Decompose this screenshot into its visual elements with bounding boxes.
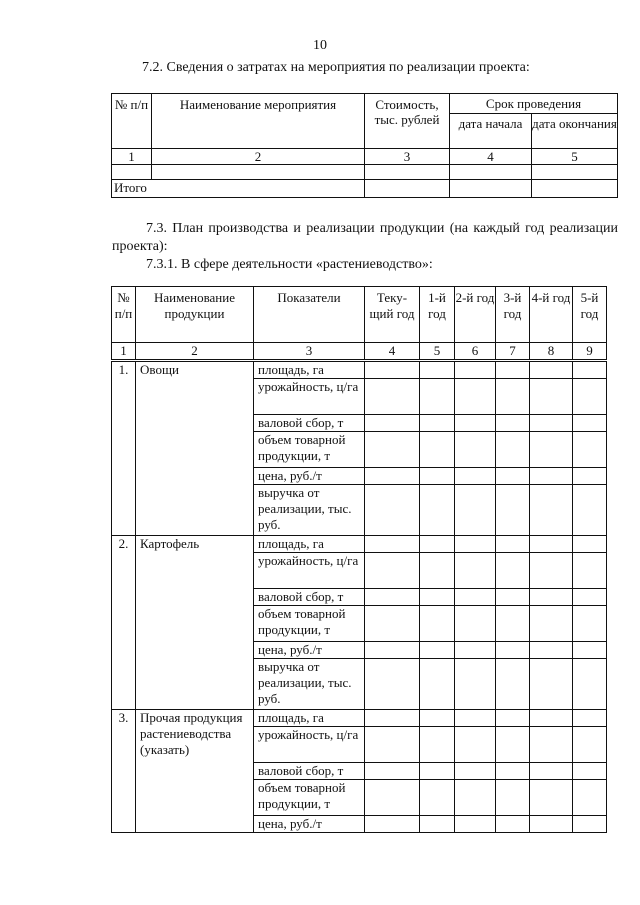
value-cell (420, 763, 455, 780)
value-cell (573, 727, 607, 763)
value-cell (496, 553, 530, 589)
col-number: 4 (365, 343, 420, 361)
indicator-label: площадь, га (254, 710, 365, 727)
value-cell (420, 361, 455, 379)
col-number: 7 (496, 343, 530, 361)
value-cell (420, 816, 455, 833)
value-cell (365, 468, 420, 485)
value-cell (420, 553, 455, 589)
value-cell (455, 361, 496, 379)
value-cell (420, 642, 455, 659)
value-cell (573, 606, 607, 642)
value-cell (420, 589, 455, 606)
value-cell (530, 361, 573, 379)
value-cell (530, 606, 573, 642)
table-cell (152, 165, 365, 180)
value-cell (530, 642, 573, 659)
indicator-label: площадь, га (254, 361, 365, 379)
col-number: 1 (112, 343, 136, 361)
value-cell (420, 727, 455, 763)
value-cell (530, 763, 573, 780)
table-cell (450, 165, 532, 180)
col-header-current-year: Теку-щий год (365, 287, 420, 343)
col-number: 8 (530, 343, 573, 361)
value-cell (420, 379, 455, 415)
col-header-end-date: дата окончания (532, 114, 618, 149)
value-cell (365, 727, 420, 763)
indicator-label: урожайность, ц/га (254, 379, 365, 415)
col-number: 5 (532, 149, 618, 165)
indicator-label: объем товарной продукции, т (254, 606, 365, 642)
value-cell (496, 361, 530, 379)
value-cell (573, 816, 607, 833)
col-header-year-2: 2-й год (455, 287, 496, 343)
value-cell (496, 816, 530, 833)
value-cell (496, 710, 530, 727)
indicator-label: выручка от реализации, тыс. руб. (254, 485, 365, 536)
value-cell (455, 606, 496, 642)
product-name: Прочая продукция растениеводства (указать) (136, 710, 254, 833)
value-cell (365, 536, 420, 553)
value-cell (573, 642, 607, 659)
table-cell (450, 180, 532, 198)
product-number: 2. (112, 536, 136, 710)
value-cell (496, 780, 530, 816)
product-number: 3. (112, 710, 136, 833)
value-cell (496, 536, 530, 553)
value-cell (365, 710, 420, 727)
value-cell (496, 468, 530, 485)
value-cell (455, 432, 496, 468)
col-number: 2 (152, 149, 365, 165)
value-cell (573, 710, 607, 727)
value-cell (420, 606, 455, 642)
table-cell (112, 165, 152, 180)
value-cell (530, 468, 573, 485)
product-number: 1. (112, 361, 136, 536)
value-cell (530, 816, 573, 833)
value-cell (455, 780, 496, 816)
value-cell (420, 415, 455, 432)
indicator-label: урожайность, ц/га (254, 727, 365, 763)
value-cell (365, 415, 420, 432)
costs-table (111, 93, 618, 198)
col-header-start-date: дата начала (450, 114, 532, 149)
value-cell (530, 780, 573, 816)
table-row (112, 536, 607, 553)
value-cell (573, 763, 607, 780)
value-cell (420, 468, 455, 485)
indicator-label: валовой сбор, т (254, 589, 365, 606)
col-header-no: № п/п (112, 94, 152, 149)
col-header-product: Наименование продукции (136, 287, 254, 343)
value-cell (496, 642, 530, 659)
indicator-label: урожайность, ц/га (254, 553, 365, 589)
value-cell (455, 816, 496, 833)
value-cell (573, 536, 607, 553)
indicator-label: объем товарной продукции, т (254, 780, 365, 816)
value-cell (420, 659, 455, 710)
value-cell (530, 659, 573, 710)
value-cell (455, 710, 496, 727)
value-cell (573, 553, 607, 589)
production-table (111, 286, 607, 833)
value-cell (530, 589, 573, 606)
col-number: 4 (450, 149, 532, 165)
table-cell (365, 165, 450, 180)
value-cell (420, 432, 455, 468)
value-cell (420, 780, 455, 816)
col-header-no: № п/п (112, 287, 136, 343)
value-cell (455, 415, 496, 432)
value-cell (573, 589, 607, 606)
col-number: 1 (112, 149, 152, 165)
col-header-year-4: 4-й год (530, 287, 573, 343)
table-row (112, 361, 607, 379)
value-cell (573, 432, 607, 468)
indicator-label: цена, руб./т (254, 468, 365, 485)
value-cell (496, 432, 530, 468)
value-cell (573, 659, 607, 710)
value-cell (365, 606, 420, 642)
value-cell (496, 589, 530, 606)
value-cell (365, 361, 420, 379)
value-cell (455, 642, 496, 659)
value-cell (530, 379, 573, 415)
value-cell (365, 763, 420, 780)
indicator-label: выручка от реализации, тыс. руб. (254, 659, 365, 710)
value-cell (420, 710, 455, 727)
table-cell (532, 180, 618, 198)
value-cell (573, 379, 607, 415)
indicator-label: объем товарной продукции, т (254, 432, 365, 468)
section-7-2-heading: 7.2. Сведения о затратах на мероприятия по реализации проекта: (142, 60, 530, 75)
col-header-indicators: Показатели (254, 287, 365, 343)
value-cell (455, 485, 496, 536)
value-cell (573, 361, 607, 379)
col-header-cost: Стоимость, тыс. рублей (365, 94, 450, 149)
col-number: 3 (254, 343, 365, 361)
indicator-label: валовой сбор, т (254, 415, 365, 432)
col-number: 5 (420, 343, 455, 361)
total-label: Итого (112, 180, 365, 198)
table-cell (532, 165, 618, 180)
product-name: Картофель (136, 536, 254, 710)
indicator-label: цена, руб./т (254, 816, 365, 833)
col-header-period: Срок проведения (450, 94, 618, 114)
value-cell (530, 553, 573, 589)
col-number: 3 (365, 149, 450, 165)
value-cell (365, 553, 420, 589)
section-7-3-text: 7.3. План производства и реализации продукции (на каждый год реализации проекта): (112, 221, 618, 254)
page-number: 10 (313, 38, 327, 53)
table-cell (365, 180, 450, 198)
value-cell (496, 606, 530, 642)
value-cell (365, 589, 420, 606)
value-cell (530, 432, 573, 468)
value-cell (420, 485, 455, 536)
value-cell (455, 379, 496, 415)
col-header-year-3: 3-й год (496, 287, 530, 343)
value-cell (496, 659, 530, 710)
value-cell (496, 763, 530, 780)
value-cell (530, 710, 573, 727)
value-cell (573, 780, 607, 816)
value-cell (455, 468, 496, 485)
value-cell (365, 780, 420, 816)
value-cell (496, 485, 530, 536)
value-cell (455, 536, 496, 553)
value-cell (420, 536, 455, 553)
value-cell (365, 485, 420, 536)
value-cell (573, 468, 607, 485)
value-cell (530, 727, 573, 763)
indicator-label: цена, руб./т (254, 642, 365, 659)
value-cell (365, 816, 420, 833)
value-cell (573, 485, 607, 536)
value-cell (455, 763, 496, 780)
value-cell (496, 415, 530, 432)
value-cell (455, 553, 496, 589)
col-header-year-1: 1-й год (420, 287, 455, 343)
product-name: Овощи (136, 361, 254, 536)
value-cell (530, 485, 573, 536)
value-cell (455, 659, 496, 710)
value-cell (455, 589, 496, 606)
table-row (112, 710, 607, 727)
col-number: 2 (136, 343, 254, 361)
col-header-event-name: Наименование мероприятия (152, 94, 365, 149)
value-cell (455, 727, 496, 763)
section-7-3-1-heading: 7.3.1. В сфере деятельности «растениеводство»: (146, 257, 433, 272)
value-cell (530, 415, 573, 432)
col-header-year-5: 5-й год (573, 287, 607, 343)
value-cell (365, 659, 420, 710)
value-cell (365, 642, 420, 659)
value-cell (530, 536, 573, 553)
value-cell (496, 379, 530, 415)
value-cell (496, 727, 530, 763)
col-number: 9 (573, 343, 607, 361)
value-cell (365, 379, 420, 415)
value-cell (365, 432, 420, 468)
col-number: 6 (455, 343, 496, 361)
indicator-label: валовой сбор, т (254, 763, 365, 780)
indicator-label: площадь, га (254, 536, 365, 553)
value-cell (573, 415, 607, 432)
